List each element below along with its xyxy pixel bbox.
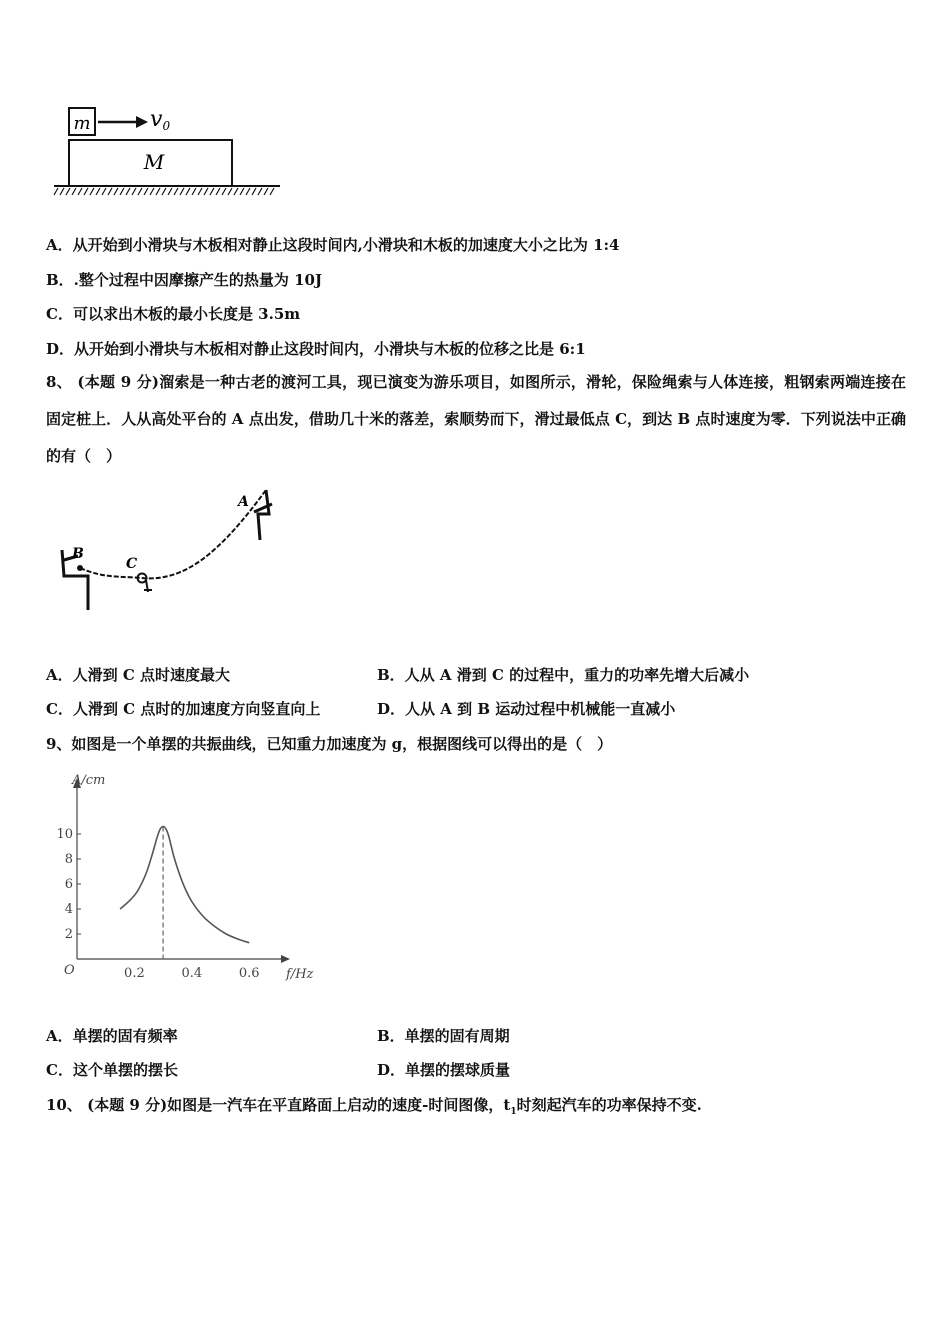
x-tick-label: 0.4: [181, 966, 203, 981]
hatch-line: [192, 188, 196, 195]
hatch-line: [252, 188, 256, 195]
hatch-line: [114, 188, 118, 195]
y-tick-label: 8: [64, 852, 73, 867]
hatch-line: [222, 188, 226, 195]
q10-stem-after: 时刻起汽车的功率保持不变.: [516, 1096, 702, 1114]
ground-hatch: [54, 188, 274, 195]
y-tick-label: 10: [56, 827, 73, 842]
hatch-line: [168, 188, 172, 195]
hatch-line: [66, 188, 70, 195]
hatch-line: [180, 188, 184, 195]
hatch-line: [144, 188, 148, 195]
hatch-line: [156, 188, 160, 195]
q7-option-d: D．从开始到小滑块与木板相对静止这段时间内，小滑块与木板的位移之比是 6:1: [46, 340, 586, 358]
hatch-line: [96, 188, 100, 195]
q7-option-b: B．.整个过程中因摩擦产生的热量为 10J: [46, 271, 323, 289]
block-board-figure: [50, 98, 285, 200]
hatch-line: [72, 188, 76, 195]
q10-stem: [46, 1095, 702, 1122]
q7-option-a: A．从开始到小滑块与木板相对静止这段时间内,小滑块和木板的加速度大小之比为 1:4: [46, 236, 620, 254]
zipline-label-b: B: [72, 546, 84, 562]
hatch-line: [174, 188, 178, 195]
q9-option-d: D．单摆的摆球质量: [377, 1061, 511, 1079]
hatch-line: [204, 188, 208, 195]
small-block-label: m: [73, 113, 91, 134]
x-axis-arrow: [281, 955, 290, 963]
hatch-line: [54, 188, 58, 195]
q7-option-c: C．可以求出木板的最小长度是 3.5m: [46, 305, 301, 323]
hatch-line: [270, 188, 274, 195]
q9-option-b: B．单摆的固有周期: [377, 1027, 510, 1045]
resonance-chart: [50, 768, 340, 988]
x-tick-label: 0.6: [238, 966, 260, 981]
hatch-line: [90, 188, 94, 195]
q8-option-c: C．人滑到 C 点时的加速度方向竖直向上: [46, 700, 321, 718]
zipline-figure: [44, 486, 284, 636]
board-label: M: [143, 150, 165, 174]
q10-stem-before: 10、 (本题 9 分)如图是一汽车在平直路面上启动的速度-时间图像，t: [46, 1096, 511, 1114]
hatch-line: [126, 188, 130, 195]
hatch-line: [258, 188, 262, 195]
hatch-line: [210, 188, 214, 195]
q9-option-a: A．单摆的固有频率: [46, 1027, 178, 1045]
velocity-label: v0: [150, 107, 171, 133]
x-axis-label: f/Hz: [286, 967, 314, 982]
hatch-line: [108, 188, 112, 195]
hatch-line: [162, 188, 166, 195]
y-tick-label: 4: [64, 902, 73, 917]
q8-option-a: A．人滑到 C 点时速度最大: [46, 666, 231, 684]
hatch-line: [216, 188, 220, 195]
y-axis-label: A/cm: [72, 773, 106, 788]
hatch-line: [264, 188, 268, 195]
hatch-line: [102, 188, 106, 195]
hatch-line: [186, 188, 190, 195]
q8-stem: 8、 (本题 9 分)溜索是一种古老的渡河工具，现已演变为游乐项目，如图所示，滑轮，保险绳索与人体连接，粗钢索两端连接在固定桩上．人从高处平台的 A 点出发，借助几十米的落差，索顺势而下，滑过最低点 C，到达 B 点时速度为零．下列说法中正确的有（ ）: [46, 373, 906, 465]
point-b-marker: [77, 565, 83, 571]
hatch-line: [132, 188, 136, 195]
velocity-arrow-head: [136, 116, 148, 128]
y-tick-label: 2: [64, 927, 73, 942]
hatch-line: [240, 188, 244, 195]
q9-option-c: C．这个单摆的摆长: [46, 1061, 178, 1079]
hatch-line: [198, 188, 202, 195]
hatch-line: [228, 188, 232, 195]
zipline-label-c: C: [126, 556, 138, 572]
hatch-line: [120, 188, 124, 195]
hatch-line: [150, 188, 154, 195]
hatch-line: [234, 188, 238, 195]
right-post: [254, 490, 272, 540]
q9-stem: 9、如图是一个单摆的共振曲线，已知重力加速度为 g，根据图线可以得出的是（ ）: [46, 735, 613, 753]
hatch-line: [60, 188, 64, 195]
hatch-line: [138, 188, 142, 195]
origin-label: O: [64, 963, 75, 978]
hatch-line: [84, 188, 88, 195]
velocity-subscript: 0: [162, 119, 171, 133]
zipline-label-a: A: [238, 494, 249, 510]
q10-stem-subscript: 1: [510, 1107, 517, 1117]
y-tick-label: 6: [64, 877, 73, 892]
resonance-curve: [120, 827, 249, 943]
q8-option-b: B．人从 A 滑到 C 的过程中，重力的功率先增大后减小: [377, 666, 750, 684]
hatch-line: [78, 188, 82, 195]
hatch-line: [246, 188, 250, 195]
q8-option-d: D．人从 A 到 B 运动过程中机械能一直减小: [377, 700, 676, 718]
x-tick-label: 0.2: [124, 966, 145, 981]
